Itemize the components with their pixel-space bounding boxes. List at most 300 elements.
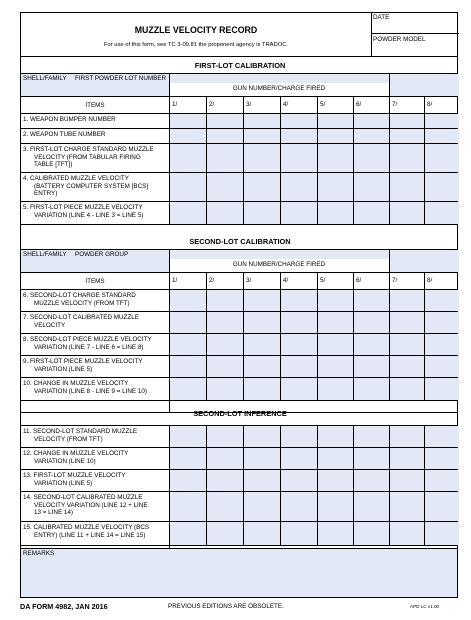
column-divider [280, 172, 281, 201]
powder-group-field[interactable] [73, 250, 169, 272]
item-label: 1. WEAPON BUMPER NUMBER [23, 116, 116, 123]
entry-cell[interactable] [244, 492, 280, 521]
column-header-7: 7/ [392, 277, 398, 284]
column-divider [243, 447, 244, 469]
column-divider [243, 201, 244, 224]
entry-cell[interactable] [318, 129, 353, 143]
entry-cell[interactable] [354, 312, 389, 333]
column-divider [389, 201, 390, 224]
entry-cell[interactable] [354, 202, 389, 224]
column-header-5: 5/ [320, 277, 326, 284]
entry-cell[interactable] [318, 144, 353, 172]
column-divider [280, 128, 281, 143]
entry-cell[interactable] [244, 470, 280, 491]
column-divider [206, 311, 207, 333]
column-divider [317, 447, 318, 469]
version-label: APD LC v1.00 [410, 604, 440, 609]
second-shell-family-field[interactable] [21, 250, 73, 272]
entry-cell[interactable] [425, 378, 459, 400]
entry-cell[interactable] [244, 202, 280, 224]
gun-number-label: GUN NUMBER/CHARGE FIRED [232, 85, 326, 92]
entry-cell[interactable] [170, 448, 206, 469]
items-header: ITEMS [85, 278, 105, 285]
entry-cell[interactable] [170, 356, 206, 377]
gun-row-divider [389, 249, 390, 272]
header-rule [21, 56, 457, 57]
entry-cell[interactable] [354, 173, 389, 201]
column-divider [317, 128, 318, 143]
entry-cell[interactable] [281, 448, 317, 469]
entry-cell[interactable] [354, 129, 389, 143]
column-divider [389, 469, 390, 491]
entry-cell[interactable] [207, 522, 243, 545]
column-divider [424, 272, 425, 289]
gun-number-extra-field[interactable] [389, 74, 459, 96]
column-divider [317, 469, 318, 491]
entry-cell[interactable] [207, 202, 243, 224]
entry-cell[interactable] [207, 378, 243, 400]
column-divider [206, 333, 207, 355]
entry-cell[interactable] [207, 290, 243, 311]
entry-cell[interactable] [425, 114, 459, 128]
column-divider [280, 447, 281, 469]
entry-cell[interactable] [390, 312, 424, 333]
entry-cell[interactable] [390, 426, 424, 447]
item-label: 13. FIRST-LOT MUZZLE VELOCITY [23, 472, 126, 479]
row-rule [21, 272, 457, 273]
entry-cell[interactable] [170, 334, 206, 355]
entry-cell[interactable] [207, 129, 243, 143]
column-divider [424, 447, 425, 469]
entry-cell[interactable] [281, 522, 317, 545]
column-header-6: 6/ [356, 277, 362, 284]
column-header-4: 4/ [283, 277, 289, 284]
item-label: 13 = LINE 14) [34, 509, 74, 517]
column-divider [206, 272, 207, 289]
item-label: TABLE [TFT]) [34, 161, 73, 169]
column-divider [317, 289, 318, 311]
form-title: MUZZLE VELOCITY RECORD [134, 25, 258, 35]
column-divider [280, 143, 281, 172]
column-divider [424, 521, 425, 545]
entry-cell[interactable] [281, 492, 317, 521]
column-divider [243, 355, 244, 377]
entry-cell[interactable] [281, 356, 317, 377]
item-label: 12. CHANGE IN MUZZLE VELOCITY [23, 450, 129, 457]
column-divider [206, 113, 207, 128]
item-label: MUZZLE VELOCITY (FROM TFT) [34, 299, 130, 307]
entry-cell[interactable] [281, 173, 317, 201]
entry-cell[interactable] [354, 144, 389, 172]
entry-cell[interactable] [207, 356, 243, 377]
column-divider [353, 172, 354, 201]
entry-cell[interactable] [281, 202, 317, 224]
column-divider [424, 128, 425, 143]
item-label: 7. SECOND-LOT CALIBRATED MUZZLE [23, 314, 139, 321]
entry-cell[interactable] [170, 312, 206, 333]
column-divider [243, 311, 244, 333]
item-label: VARIATION (LINE 10) [34, 457, 96, 465]
column-divider [317, 172, 318, 201]
column-header-1: 1/ [172, 101, 178, 108]
remarks-label: REMARKS [23, 550, 55, 557]
entry-cell[interactable] [281, 129, 317, 143]
column-divider [389, 521, 390, 545]
column-divider [353, 289, 354, 311]
entry-cell[interactable] [281, 378, 317, 400]
column-divider [424, 469, 425, 491]
first-lot-title: FIRST-LOT CALIBRATION [194, 61, 286, 70]
column-divider [243, 272, 244, 289]
entry-cell[interactable] [425, 202, 459, 224]
entry-cell[interactable] [244, 144, 280, 172]
column-divider [353, 272, 354, 289]
first-powder-lot-field[interactable] [73, 74, 169, 96]
column-divider [206, 447, 207, 469]
column-header-8: 8/ [427, 101, 433, 108]
column-divider [424, 377, 425, 400]
entry-cell[interactable] [318, 290, 353, 311]
column-divider [206, 355, 207, 377]
entry-cell[interactable] [244, 356, 280, 377]
column-divider [424, 143, 425, 172]
column-divider [317, 272, 318, 289]
column-divider [243, 172, 244, 201]
column-divider [389, 355, 390, 377]
entry-cell[interactable] [354, 448, 389, 469]
column-divider [424, 113, 425, 128]
entry-cell[interactable] [318, 492, 353, 521]
entry-cell[interactable] [207, 492, 243, 521]
column-divider [353, 113, 354, 128]
first-shell-family-field[interactable] [21, 74, 73, 96]
entry-cell[interactable] [244, 114, 280, 128]
column-divider [353, 143, 354, 172]
date-field[interactable] [371, 13, 459, 34]
entry-cell[interactable] [425, 129, 459, 143]
column-divider [280, 96, 281, 113]
column-header-4: 4/ [283, 101, 289, 108]
entry-cell[interactable] [318, 356, 353, 377]
entry-cell[interactable] [281, 470, 317, 491]
entry-cell[interactable] [207, 114, 243, 128]
powder-model-field[interactable] [371, 34, 459, 56]
column-divider [389, 96, 390, 113]
column-divider [389, 143, 390, 172]
entry-cell[interactable] [390, 334, 424, 355]
item-label: ENTRY) [34, 190, 58, 198]
column-divider [243, 128, 244, 143]
column-divider [317, 377, 318, 400]
column-header-2: 2/ [209, 101, 215, 108]
entry-cell[interactable] [354, 378, 389, 400]
entry-cell[interactable] [244, 129, 280, 143]
column-divider [389, 333, 390, 355]
item-label: 9. FIRST-LOT PIECE MUZZLE VELOCITY [23, 358, 143, 365]
column-divider [317, 425, 318, 447]
column-divider [353, 469, 354, 491]
entry-cell[interactable] [425, 290, 459, 311]
gun-row-divider [389, 73, 390, 96]
column-divider [389, 172, 390, 201]
column-divider [424, 491, 425, 521]
entry-cell[interactable] [170, 144, 206, 172]
column-divider [243, 521, 244, 545]
entry-cell[interactable] [170, 522, 206, 545]
item-label: 3. FIRST-LOT CHARGE STANDARD MUZZLE [23, 146, 154, 153]
item-label: VARIATION (LINE 5) [34, 479, 93, 487]
entry-cell[interactable] [425, 448, 459, 469]
entry-cell[interactable] [354, 492, 389, 521]
entry-cell[interactable] [390, 378, 424, 400]
column-divider [280, 311, 281, 333]
item-label: 8. SECOND-LOT PIECE MUZZLE VELOCITY [23, 336, 152, 343]
entry-cell[interactable] [207, 334, 243, 355]
column-divider [389, 377, 390, 400]
entry-cell[interactable] [170, 290, 206, 311]
column-divider [243, 377, 244, 400]
entry-cell[interactable] [425, 312, 459, 333]
column-divider [243, 113, 244, 128]
entry-cell[interactable] [425, 356, 459, 377]
item-label: 14. SECOND-LOT CALIBRATED MUZZLE [23, 494, 143, 501]
column-divider [353, 128, 354, 143]
entry-cell[interactable] [354, 334, 389, 355]
column-divider [353, 377, 354, 400]
item-label: VELOCITY (FROM TABULAR FIRING [34, 153, 141, 161]
entry-cell[interactable] [170, 202, 206, 224]
column-divider [389, 491, 390, 521]
entry-cell[interactable] [318, 470, 353, 491]
entry-cell[interactable] [281, 334, 317, 355]
column-divider [317, 113, 318, 128]
entry-cell[interactable] [318, 202, 353, 224]
entry-cell[interactable] [207, 312, 243, 333]
column-divider [353, 201, 354, 224]
column-divider [353, 447, 354, 469]
column-divider [353, 333, 354, 355]
entry-cell[interactable] [244, 312, 280, 333]
column-divider [389, 447, 390, 469]
column-header-1: 1/ [172, 277, 178, 284]
column-divider [243, 143, 244, 172]
entry-cell[interactable] [244, 290, 280, 311]
entry-cell[interactable] [170, 114, 206, 128]
entry-cell[interactable] [318, 426, 353, 447]
entry-cell[interactable] [390, 202, 424, 224]
column-divider [243, 96, 244, 113]
first-powder-lot-label: FIRST POWDER LOT NUMBER [75, 75, 167, 82]
column-divider [280, 113, 281, 128]
column-divider [280, 491, 281, 521]
entry-cell[interactable] [170, 173, 206, 201]
entry-cell[interactable] [281, 290, 317, 311]
column-divider [206, 469, 207, 491]
entry-cell[interactable] [318, 334, 353, 355]
column-divider [317, 311, 318, 333]
entry-cell[interactable] [281, 312, 317, 333]
entry-cell[interactable] [244, 334, 280, 355]
gun-number-extra-field[interactable] [389, 250, 459, 272]
column-divider [389, 113, 390, 128]
item-label: 2. WEAPON TUBE NUMBER [23, 131, 106, 138]
entry-cell[interactable] [425, 470, 459, 491]
row-rule [21, 400, 457, 401]
entry-cell[interactable] [425, 492, 459, 521]
column-divider [206, 377, 207, 400]
form-number: DA FORM 4982, JAN 2016 [20, 602, 108, 611]
entry-cell[interactable] [170, 129, 206, 143]
row-rule [21, 96, 457, 97]
entry-cell[interactable] [425, 522, 459, 545]
entry-cell[interactable] [354, 290, 389, 311]
form-subtitle: For use of this form, see TC 3-09.81 the proponent agency is TRADOC. [103, 42, 289, 48]
column-divider [280, 469, 281, 491]
muzzle-velocity-form [20, 12, 458, 598]
items-header: ITEMS [85, 102, 105, 109]
entry-cell[interactable] [390, 114, 424, 128]
date-label: DATE [373, 14, 390, 21]
column-divider [243, 469, 244, 491]
column-divider [389, 311, 390, 333]
entry-cell[interactable] [390, 290, 424, 311]
entry-cell[interactable] [244, 448, 280, 469]
entry-cell[interactable] [390, 448, 424, 469]
column-divider [206, 491, 207, 521]
entry-cell[interactable] [207, 448, 243, 469]
column-divider [353, 425, 354, 447]
entry-cell[interactable] [425, 173, 459, 201]
entry-cell[interactable] [318, 312, 353, 333]
column-header-2: 2/ [209, 277, 215, 284]
shell-family-label: SHELL/FAMILY [23, 251, 67, 258]
column-divider [389, 272, 390, 289]
column-divider [206, 172, 207, 201]
entry-cell[interactable] [170, 426, 206, 447]
entry-cell[interactable] [281, 426, 317, 447]
item-label: VARIATION (LINE 8 - LINE 9 = LINE 10) [34, 387, 147, 395]
column-divider [424, 172, 425, 201]
obsolete-note: PREVIOUS EDITIONS ARE OBSOLETE. [168, 603, 284, 610]
entry-cell[interactable] [425, 144, 459, 172]
entry-cell[interactable] [318, 522, 353, 545]
column-header-6: 6/ [356, 101, 362, 108]
entry-cell[interactable] [207, 470, 243, 491]
entry-cell[interactable] [425, 426, 459, 447]
entry-cell[interactable] [318, 173, 353, 201]
column-divider [389, 425, 390, 447]
column-divider [280, 201, 281, 224]
column-divider [317, 521, 318, 545]
entry-cell[interactable] [354, 522, 389, 545]
entry-cell[interactable] [390, 173, 424, 201]
column-header-8: 8/ [427, 277, 433, 284]
entry-cell[interactable] [244, 426, 280, 447]
column-divider [317, 333, 318, 355]
column-divider [280, 377, 281, 400]
column-divider [206, 521, 207, 545]
entry-cell[interactable] [318, 448, 353, 469]
column-divider [206, 96, 207, 113]
item-label: ENTRY) (LINE 11 + LINE 14 = LINE 15) [34, 531, 146, 539]
column-divider [424, 355, 425, 377]
entry-cell[interactable] [207, 144, 243, 172]
column-divider [317, 96, 318, 113]
entry-cell[interactable] [244, 522, 280, 545]
column-divider [424, 96, 425, 113]
entry-cell[interactable] [281, 144, 317, 172]
section-rule [21, 224, 457, 225]
item-label: 4. CALIBRATED MUZZLE VELOCITY [23, 175, 129, 182]
entry-cell[interactable] [318, 114, 353, 128]
column-divider [280, 521, 281, 545]
item-label: VELOCITY (FROM TFT) [34, 435, 103, 443]
entry-cell[interactable] [281, 114, 317, 128]
entry-cell[interactable] [207, 173, 243, 201]
entry-cell[interactable] [390, 129, 424, 143]
column-divider [317, 355, 318, 377]
item-label: 11. SECOND-LOT STANDARD MUZZLE [23, 428, 138, 435]
row-rule [21, 545, 457, 546]
entry-cell[interactable] [244, 378, 280, 400]
column-divider [280, 272, 281, 289]
column-divider [353, 96, 354, 113]
entry-cell[interactable] [390, 356, 424, 377]
column-divider [280, 289, 281, 311]
entry-cell[interactable] [244, 173, 280, 201]
column-divider [206, 201, 207, 224]
column-divider [424, 333, 425, 355]
item-label: 6. SECOND-LOT CHARGE STANDARD [23, 292, 136, 299]
item-label: VELOCITY VARIATION (LINE 12 + LINE [34, 501, 148, 509]
column-divider [317, 491, 318, 521]
gun-number-label: GUN NUMBER/CHARGE FIRED [232, 261, 326, 268]
column-divider [424, 201, 425, 224]
item-label: (BATTERY COMPUTER SYSTEM [BCS] [34, 182, 149, 190]
entry-cell[interactable] [354, 426, 389, 447]
entry-cell[interactable] [354, 356, 389, 377]
column-divider [243, 491, 244, 521]
item-label: 10. CHANGE IN MUZZLE VELOCITY [23, 380, 129, 387]
column-divider [206, 425, 207, 447]
column-header-3: 3/ [246, 101, 252, 108]
inference-title: SECOND-LOT INFERENCE [193, 409, 287, 418]
column-header-3: 3/ [246, 277, 252, 284]
entry-cell[interactable] [354, 114, 389, 128]
entry-cell[interactable] [318, 378, 353, 400]
entry-cell[interactable] [390, 144, 424, 172]
column-header-5: 5/ [320, 101, 326, 108]
entry-cell[interactable] [170, 378, 206, 400]
remarks-field[interactable] [21, 549, 457, 597]
entry-cell[interactable] [207, 426, 243, 447]
column-divider [280, 425, 281, 447]
column-divider [424, 425, 425, 447]
item-label: VARIATION (LINE 5) [34, 365, 93, 373]
column-divider [353, 521, 354, 545]
entry-cell[interactable] [390, 470, 424, 491]
entry-cell[interactable] [425, 334, 459, 355]
entry-cell[interactable] [390, 492, 424, 521]
entry-cell[interactable] [170, 470, 206, 491]
column-divider [317, 143, 318, 172]
entry-cell[interactable] [170, 492, 206, 521]
column-divider [389, 128, 390, 143]
entry-cell[interactable] [390, 522, 424, 545]
entry-cell[interactable] [354, 470, 389, 491]
column-divider [424, 289, 425, 311]
column-divider [317, 201, 318, 224]
